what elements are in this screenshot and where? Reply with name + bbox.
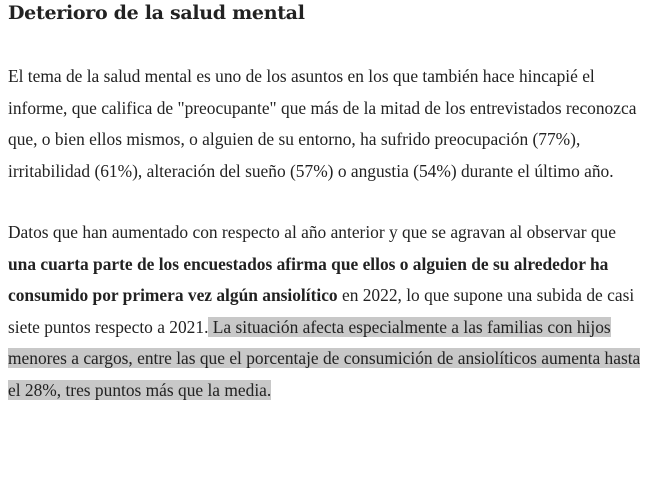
section-heading: Deterioro de la salud mental bbox=[8, 2, 305, 24]
paragraph-mental-health-intro: El tema de la salud mental es uno de los asuntos en los que también hace hincapié el informe, que califica de "preocupante" que más de la mitad de los entrevistados reconozca que, o bien ellos mismos, o alguien de su entorno, ha sufrido preocupación (77%), irritabilidad (61%), alteración del sueño (57%) o angustia (54%) durante el último año. bbox=[8, 66, 637, 181]
paragraph-anxiolytics bbox=[8, 217, 648, 406]
article-body bbox=[8, 0, 648, 406]
bold-statement: una cuarta parte de los encuestados afirma que ellos o alguien de su alrededor ha consumido por primera vez algún ansiolítico bbox=[8, 253, 609, 305]
highlighted-text-selection[interactable]: La situación afecta especialmente a las familias con hijos menores a cargos, entre las que el porcentaje de consumición de ansiolíticos aumenta hasta el 28%, tres puntos más que la media. bbox=[8, 316, 641, 400]
paragraph-middle-text: en 2022, lo que supone una subida de casi siete puntos respecto a 2021. bbox=[8, 285, 635, 337]
paragraph-lead-text: Datos que han aumentado con respecto al año anterior y que se agravan al observar que bbox=[8, 222, 616, 242]
